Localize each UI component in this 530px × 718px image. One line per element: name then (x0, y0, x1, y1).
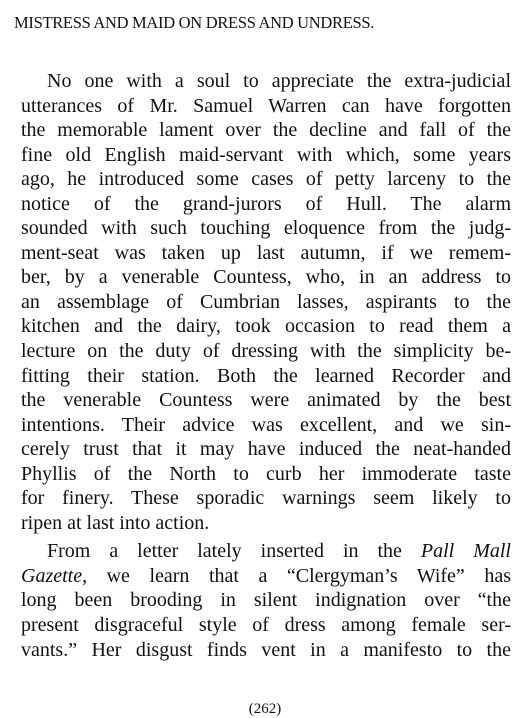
text-line: Phyllis of the North to curb her immoderate taste (21, 462, 511, 485)
text-line: long been brooding in silent indignation over “the (21, 589, 511, 612)
text-line: cerely trust that it may have induced the neat-handed (21, 438, 511, 461)
text-line: utterances of Mr. Samuel Warren can have forgotten (21, 94, 511, 117)
text-line: kitchen and the dairy, took occasion to read them a (21, 315, 511, 338)
body-text (21, 69, 511, 662)
text-line: for finery. These sporadic warnings seem likely to (21, 487, 511, 510)
page-number: (262) (248, 701, 282, 717)
text-run: From a letter lately inserted in the (47, 540, 421, 563)
text-line: an assemblage of Cumbrian lasses, aspirants to the (21, 290, 511, 313)
text-line: fitting their station. Both the learned Recorder and (21, 364, 511, 387)
text-line: ago, he introduced some cases of petty larceny to the (21, 168, 511, 191)
text-line: notice of the grand-jurors of Hull. The alarm (21, 192, 511, 215)
text-line: present disgraceful style of dress among female ser- (21, 614, 511, 637)
chapter-title: MISTRESS AND MAID ON DRESS AND UNDRESS. (14, 13, 375, 32)
text-line: ment-seat was taken up last autumn, if we remem- (21, 241, 511, 264)
text-line (21, 564, 511, 589)
text-line: the memorable lament over the decline and fall of the (21, 119, 511, 142)
italic-title: Pall Mall (420, 540, 511, 563)
text-run: , we learn that a “Clergyman’s Wife” has (82, 564, 511, 587)
text-line: fine old English maid-servant with which, some years (21, 143, 511, 166)
text-line: lecture on the duty of dressing with the simplicity be- (21, 340, 511, 363)
text-line: the venerable Countess were animated by the best (21, 389, 511, 412)
text-line: sounded with such touching eloquence from the judg- (21, 217, 511, 240)
text-line: ripen at last into action. (21, 511, 210, 534)
text-line: intentions. Their advice was excellent, and we sin- (21, 413, 511, 436)
italic-title: Gazette (21, 564, 83, 587)
text-line: vants.” Her disgust finds vent in a manifesto to the (21, 638, 511, 661)
text-line (21, 539, 511, 564)
text-line: No one with a soul to appreciate the extra-judicial (47, 70, 511, 92)
text-line: ber, by a venerable Countess, who, in an address to (21, 266, 511, 289)
